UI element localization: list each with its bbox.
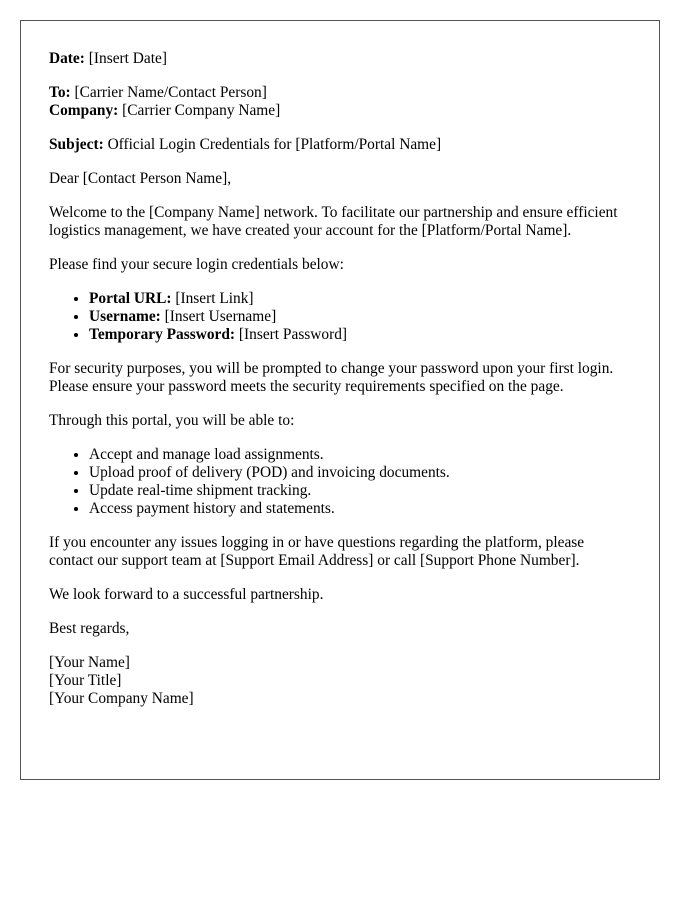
credential-item-username	[89, 308, 631, 326]
to-line	[49, 84, 631, 102]
date-label: Date:	[49, 50, 85, 67]
credential-label: Portal URL:	[89, 290, 172, 307]
security-note: For security purposes, you will be prompted to change your password upon your first login. Please ensure your password meets the security requirements specified on the page.	[49, 360, 614, 395]
welcome-paragraph: Welcome to the [Company Name] network. To facilitate our partnership and ensure efficient logistics management, we have created your account for the [Platform/Portal Name].	[49, 204, 618, 239]
list-item: • Update real-time shipment tracking.	[89, 482, 631, 500]
letter-container	[20, 20, 660, 780]
credential-value: [Insert Password]	[235, 326, 348, 343]
to-label: To:	[49, 84, 71, 101]
subject-line	[49, 136, 631, 154]
to-value: [Carrier Name/Contact Person]	[70, 84, 267, 101]
list-item: • Access payment history and statements.	[89, 500, 631, 518]
credential-value: [Insert Username]	[160, 308, 277, 325]
support-paragraph: If you encounter any issues logging in or have questions regarding the platform, please contact our support team at [Support Email Address] or call [Support Phone Number].	[49, 534, 585, 569]
sign-off: Best regards,	[49, 620, 130, 637]
features-list	[49, 446, 631, 518]
date-line	[49, 50, 631, 68]
credential-item-password	[89, 326, 631, 344]
signature-name: [Your Name]	[49, 654, 130, 671]
credentials-list	[49, 290, 631, 344]
date-value: [Insert Date]	[84, 50, 167, 67]
credential-value: [Insert Link]	[171, 290, 254, 307]
credential-label: Username:	[89, 308, 161, 325]
credentials-intro: Please find your secure login credentials below:	[49, 256, 344, 273]
company-label: Company:	[49, 102, 119, 119]
credential-label: Temporary Password:	[89, 326, 236, 343]
features-intro: Through this portal, you will be able to:	[49, 412, 295, 429]
list-item: • Upload proof of delivery (POD) and invoicing documents.	[89, 464, 631, 482]
credential-item-portal-url	[89, 290, 631, 308]
list-item: • Accept and manage load assignments.	[89, 446, 631, 464]
company-line	[49, 102, 631, 120]
signature-title: [Your Title]	[49, 672, 122, 689]
salutation: Dear [Contact Person Name],	[49, 170, 232, 187]
subject-value: Official Login Credentials for [Platform/Portal Name]	[103, 136, 442, 153]
signature-company: [Your Company Name]	[49, 690, 194, 707]
company-value: [Carrier Company Name]	[118, 102, 281, 119]
subject-label: Subject:	[49, 136, 104, 153]
closing-line: We look forward to a successful partnership.	[49, 586, 324, 603]
